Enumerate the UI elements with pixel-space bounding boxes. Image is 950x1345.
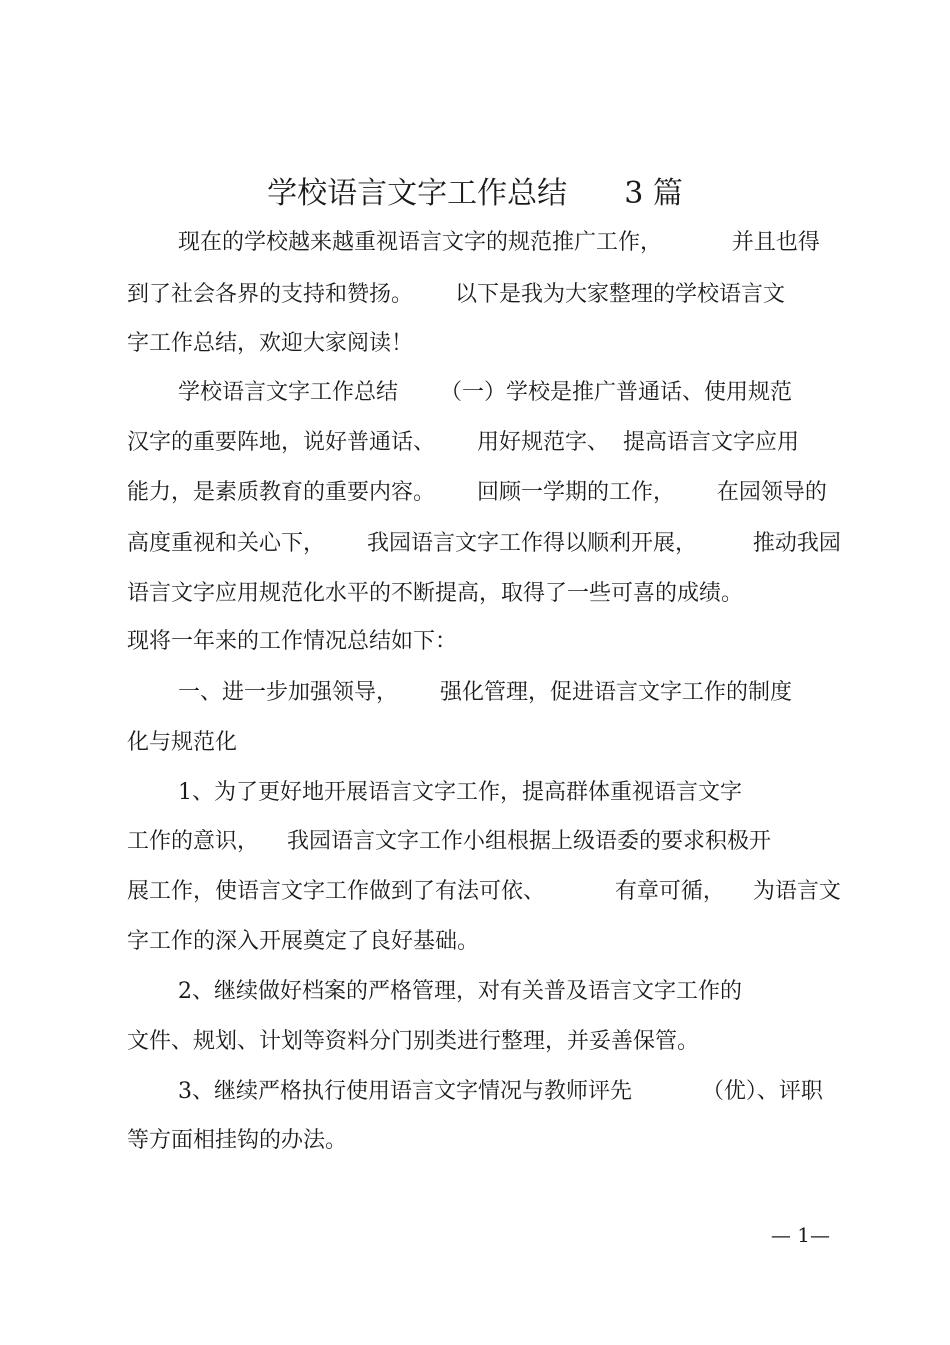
paragraph-line: 语言文字应用规范化水平的不断提高，取得了一些可喜的成绩。 <box>127 581 744 606</box>
paragraph-line: 工作的意识， 我园语言文字工作小组根据上级语委的要求积极开 <box>127 829 771 854</box>
paragraph-line: 能力，是素质教育的重要内容。 回顾一学期的工作， 在园领导的 <box>127 480 827 505</box>
paragraph-line: 字工作的深入开展奠定了良好基础。 <box>127 929 480 954</box>
paragraph-line: 现在的学校越来越重视语言文字的规范推广工作， 并且也得 <box>178 230 820 255</box>
paragraph-line: 1、为了更好地开展语言文字工作，提高群体重视语言文字 <box>178 780 742 805</box>
page-number: — 1— <box>770 1223 830 1247</box>
paragraph-line: 到了社会各界的支持和赞扬。 以下是我为大家整理的学校语言文 <box>127 282 785 307</box>
paragraph-line: 汉字的重要阵地，说好普通话、 用好规范字、 提高语言文字应用 <box>127 430 799 455</box>
document-title: 学校语言文字工作总结 3 篇 <box>267 176 683 211</box>
section-heading-line: 一、进一步加强领导， 强化管理，促进语言文字工作的制度 <box>178 680 792 705</box>
paragraph-line: 字工作总结，欢迎大家阅读！ <box>127 331 414 356</box>
paragraph-line: 3、继续严格执行使用语言文字情况与教师评先 （优）、评职 <box>178 1079 823 1104</box>
paragraph-line: 展工作，使语言文字工作做到了有法可依、 有章可循， 为语言文 <box>127 879 841 904</box>
paragraph-line: 现将一年来的工作情况总结如下： <box>127 629 458 654</box>
section-heading-line: 化与规范化 <box>127 730 238 755</box>
paragraph-line: 等方面相挂钩的办法。 <box>127 1128 348 1153</box>
paragraph-line: 学校语言文字工作总结 （一）学校是推广普通话、使用规范 <box>178 380 792 405</box>
paragraph-line: 高度重视和关心下， 我园语言文字工作得以顺利开展， 推动我园 <box>127 531 841 556</box>
paragraph-line: 2、继续做好档案的严格管理，对有关普及语言文字工作的 <box>178 979 742 1004</box>
paragraph-line: 文件、规划、计划等资料分门别类进行整理，并妥善保管。 <box>127 1029 700 1054</box>
